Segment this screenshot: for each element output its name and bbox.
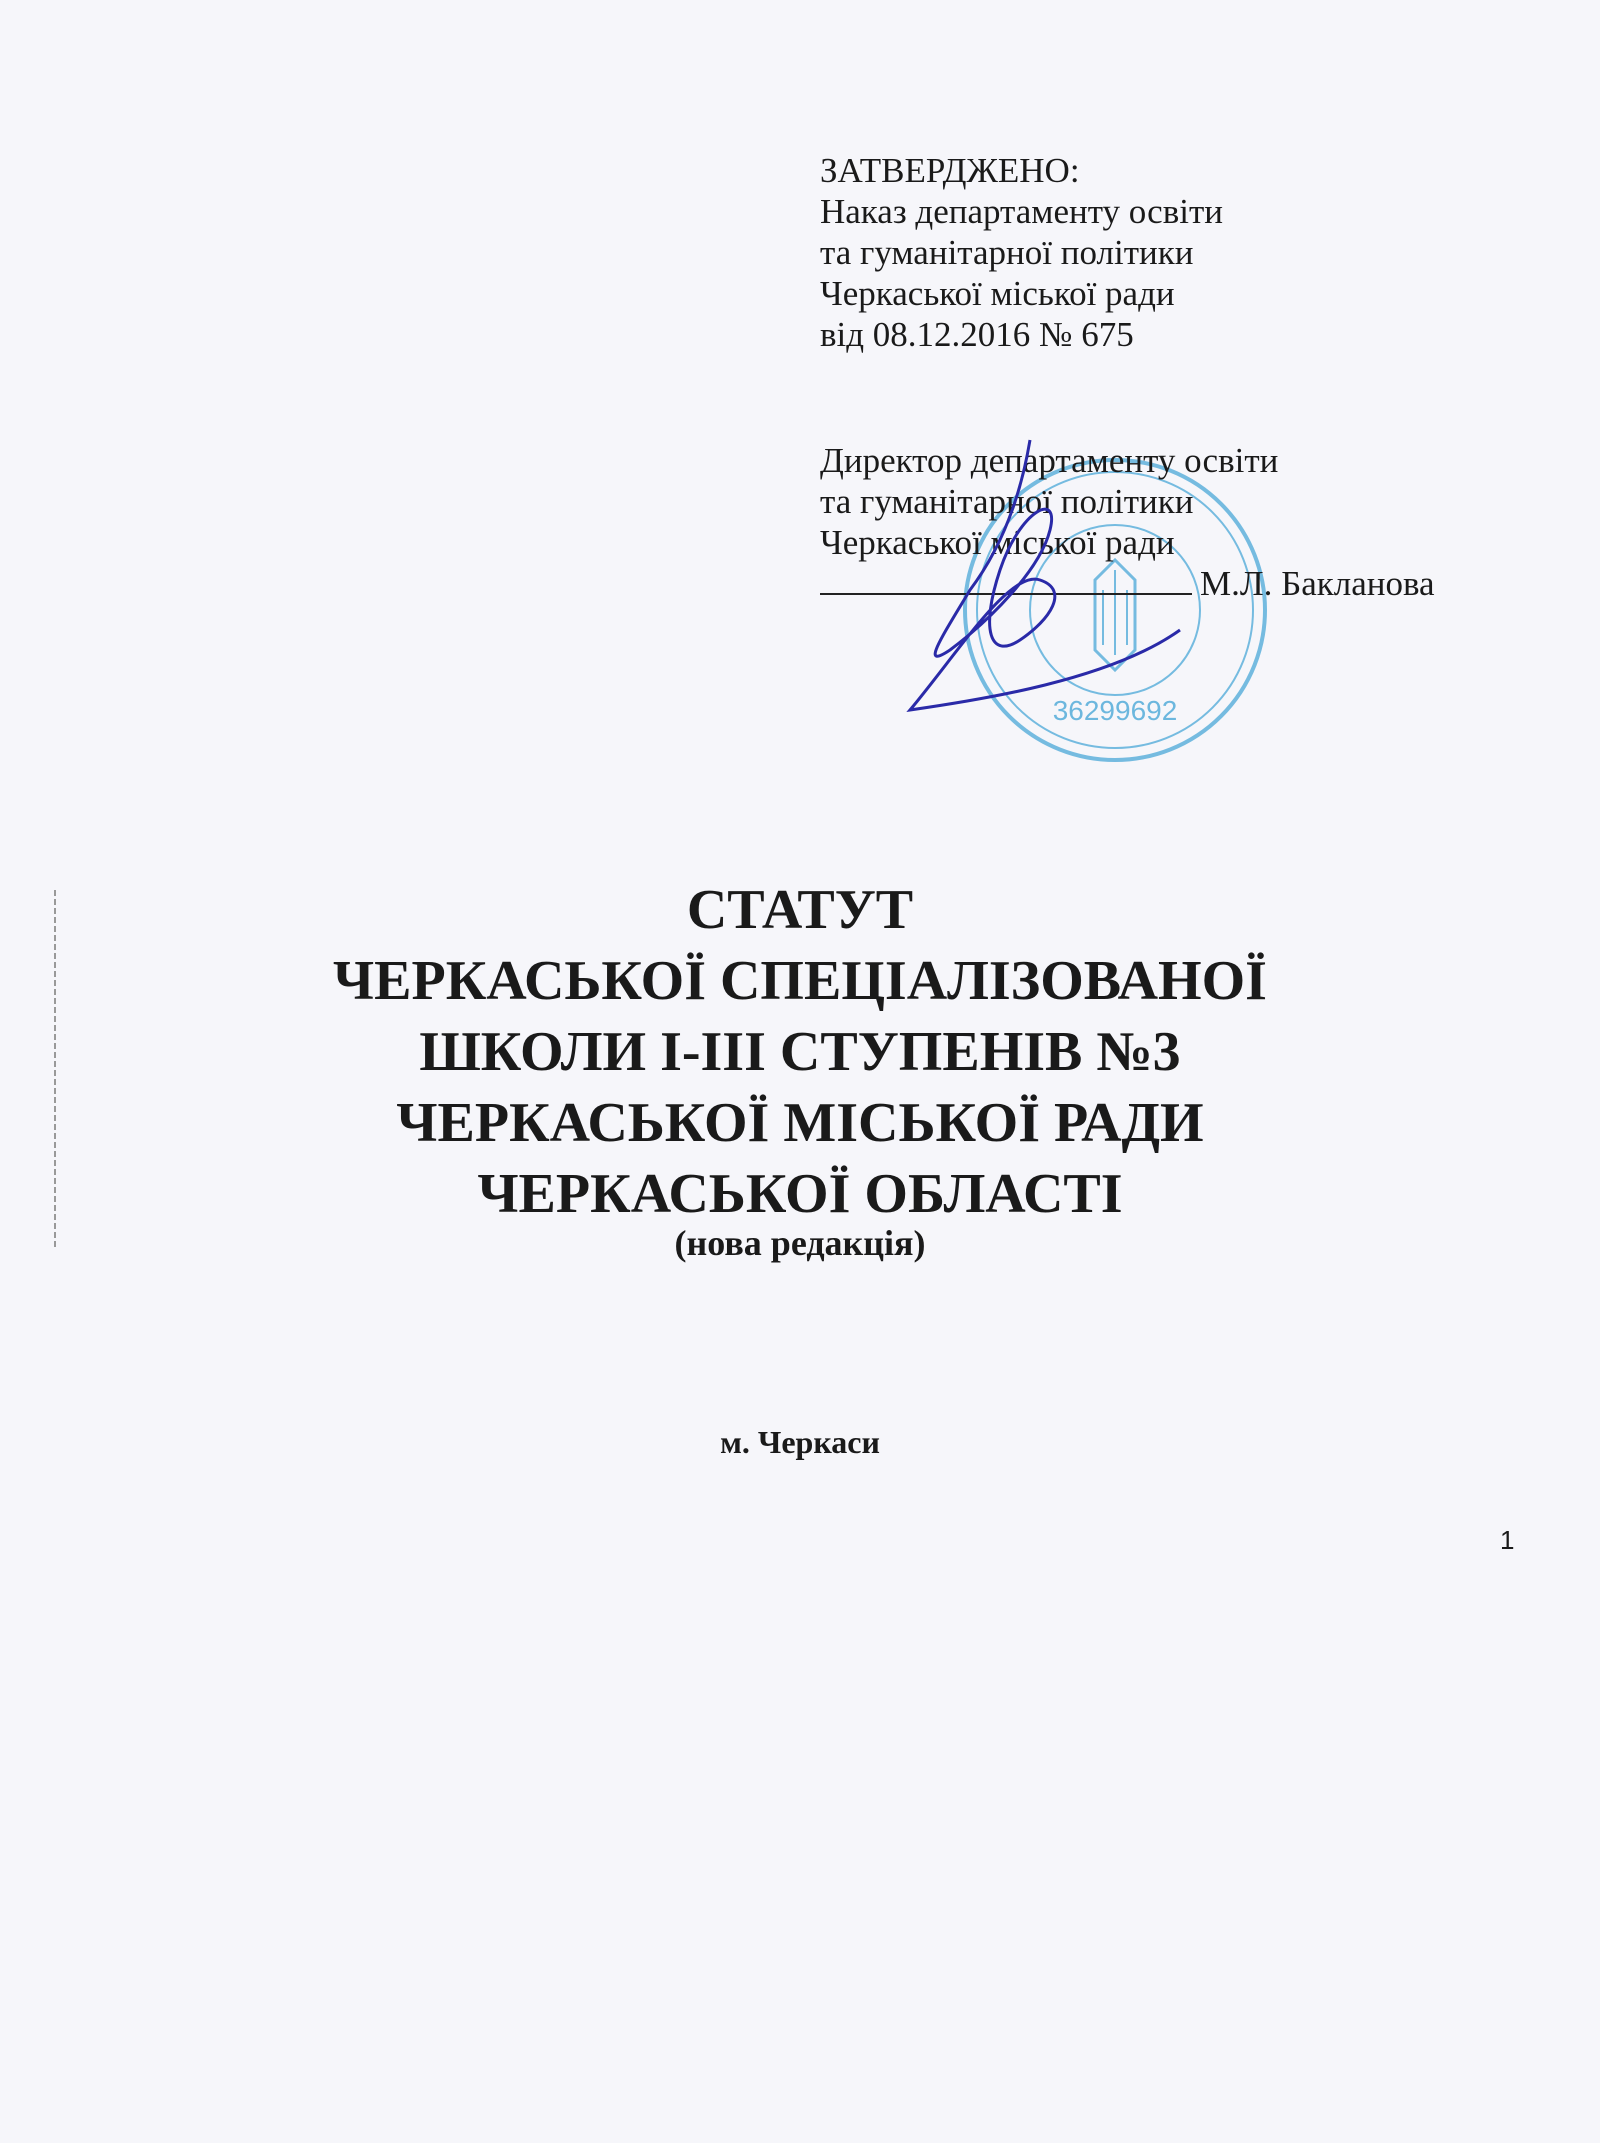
title-line: ШКОЛИ І-ІІІ СТУПЕНІВ №3 <box>419 1021 1181 1083</box>
director-line: та гуманітарної політики <box>820 482 1194 521</box>
approval-line: Черкаської міської ради <box>820 274 1175 313</box>
title-line: ЧЕРКАСЬКОЇ СПЕЦІАЛІЗОВАНОЇ <box>333 950 1267 1012</box>
approval-date-number: від 08.12.2016 № 675 <box>820 315 1134 354</box>
city-label: м. Черкаси <box>720 1424 880 1460</box>
approval-line: та гуманітарної політики <box>820 233 1194 272</box>
director-line: Черкаської міської ради <box>820 523 1175 562</box>
approval-block <box>820 150 1223 355</box>
director-line: Директор департаменту освіти <box>820 441 1279 480</box>
edition-label: (нова редакція) <box>674 1223 926 1263</box>
document-title <box>0 875 1600 1230</box>
title-line: СТАТУТ <box>686 879 914 941</box>
title-line: ЧЕРКАСЬКОЇ ОБЛАСТІ <box>477 1163 1123 1225</box>
page-number: 1 <box>1500 1525 1515 1555</box>
approval-heading: ЗАТВЕРДЖЕНО: <box>820 151 1080 190</box>
title-line: ЧЕРКАСЬКОЇ МІСЬКОЇ РАДИ <box>396 1092 1204 1154</box>
approval-line: Наказ департаменту освіти <box>820 192 1223 231</box>
stamp-code: 36299692 <box>1052 695 1178 726</box>
director-name: М.Л. Бакланова <box>1200 564 1435 603</box>
handwritten-signature <box>880 420 1210 720</box>
